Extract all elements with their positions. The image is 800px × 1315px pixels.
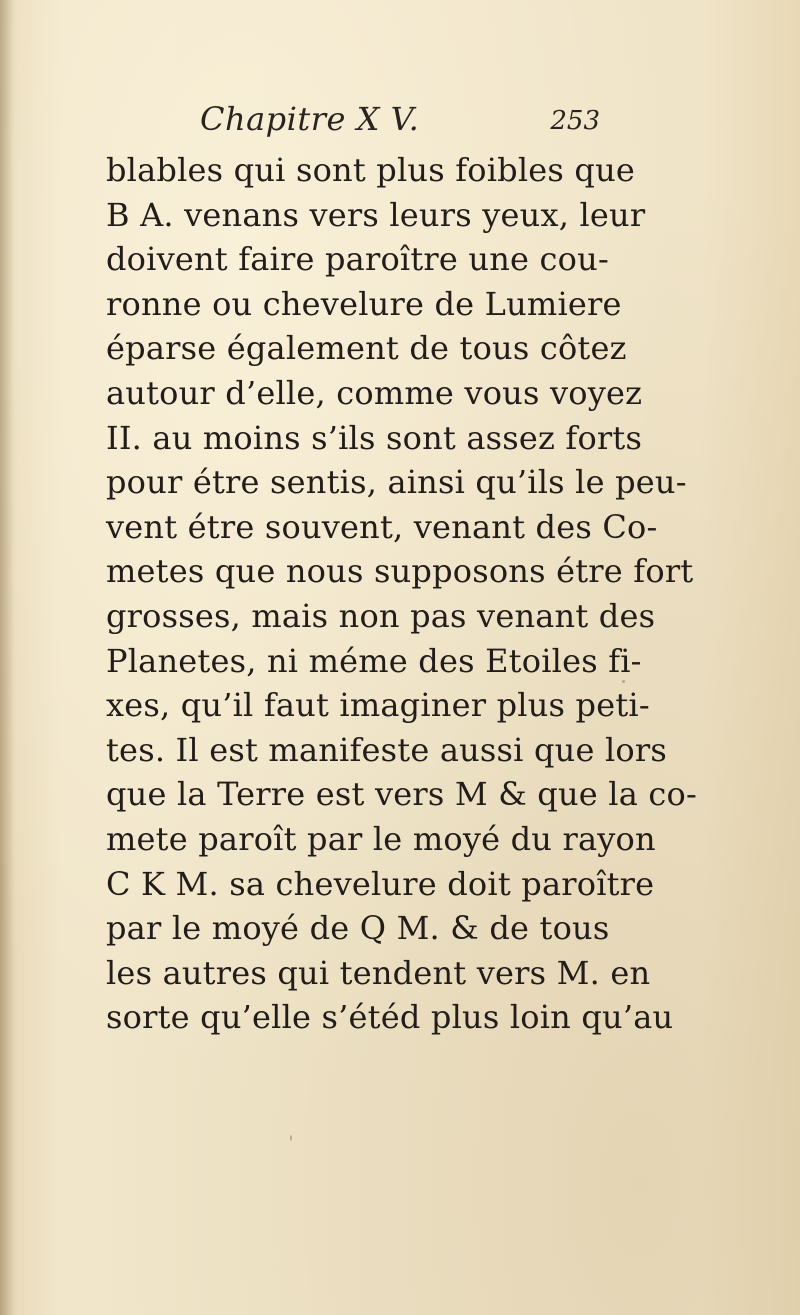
text-line: sorte qu’elle s’étéd plus loin qu’au bbox=[106, 998, 674, 1037]
body-text bbox=[106, 148, 697, 1040]
text-line: blables qui sont plus foibles que bbox=[106, 151, 636, 189]
text-line: vent étre souvent, venant des Co- bbox=[106, 507, 658, 546]
text-line: Planetes, ni méme des Etoiles fi- bbox=[106, 641, 642, 680]
running-header bbox=[200, 100, 600, 150]
text-line: doivent faire paroître une cou- bbox=[106, 240, 609, 279]
paper-speck bbox=[290, 1135, 292, 1141]
text-line: ronne ou chevelure de Lumiere bbox=[106, 284, 622, 323]
text-line: que la Terre est vers M & que la co- bbox=[106, 775, 697, 814]
text-line: pour étre sentis, ainsi qu’ils le peu- bbox=[106, 463, 687, 502]
gutter-shadow bbox=[0, 0, 14, 1315]
text-line: éparse également de tous côtez bbox=[106, 329, 627, 368]
text-line: xes, qu’il faut imaginer plus peti- bbox=[106, 686, 650, 725]
text-line: les autres qui tendent vers M. en bbox=[106, 953, 651, 992]
text-line: B A. venans vers leurs yeux, leur bbox=[106, 195, 646, 234]
running-title: Chapitre X V. bbox=[200, 100, 420, 138]
text-line: grosses, mais non pas venant des bbox=[106, 596, 656, 635]
paper-speck bbox=[622, 680, 625, 683]
text-line: autour d’elle, comme vous voyez bbox=[106, 373, 643, 412]
text-line: II. au moins s’ils sont assez forts bbox=[106, 418, 643, 457]
text-line: tes. Il est manifeste aussi que lors bbox=[106, 730, 667, 769]
text-line: C K M. sa chevelure doit paroître bbox=[106, 864, 655, 903]
text-line: mete paroît par le moyé du rayon bbox=[106, 819, 656, 858]
page-number: 253 bbox=[550, 106, 600, 136]
text-line: metes que nous supposons étre fort bbox=[106, 552, 694, 591]
text-line: par le moyé de Q M. & de tous bbox=[106, 909, 610, 948]
